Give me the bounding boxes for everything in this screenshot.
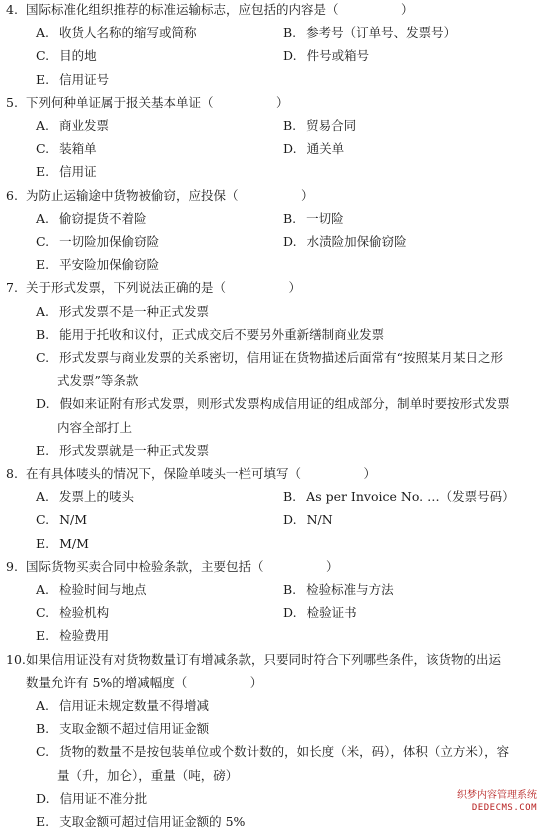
option-text: 件号或箱号 — [306, 48, 370, 64]
option-text-continuation: 量（升，加仑），重量（吨，磅） — [57, 767, 239, 783]
option-row — [0, 139, 535, 158]
option-text: 假如来证附有形式发票，则形式发票构成信用证的组成部分，制单时要按形式发票 — [59, 396, 510, 412]
option-key: A. — [36, 210, 50, 226]
question-number: 7. — [6, 280, 18, 296]
option-key: E. — [36, 814, 50, 829]
option-item — [36, 626, 109, 645]
question-number: 4. — [6, 2, 18, 17]
option-key: D. — [36, 396, 50, 412]
option-item — [36, 325, 384, 344]
option-line — [0, 742, 535, 761]
option-text-continuation: 内容全部打上 — [57, 419, 133, 435]
option-text: 形式发票不是一种正式发票 — [59, 303, 210, 319]
option-item — [36, 70, 109, 89]
option-text: 发票上的唛头 — [59, 489, 135, 505]
option-row — [0, 232, 535, 251]
option-key: C. — [36, 605, 50, 621]
option-row — [0, 626, 535, 645]
option-key: E. — [36, 71, 50, 87]
option-text: 检验机构 — [59, 605, 110, 621]
option-line — [0, 719, 535, 738]
option-item — [36, 302, 209, 321]
option-item — [36, 232, 159, 251]
option-item — [36, 441, 209, 460]
option-row — [0, 510, 535, 529]
option-text: 检验时间与地点 — [59, 582, 147, 597]
option-key: B. — [36, 721, 50, 737]
option-key: A. — [36, 582, 50, 597]
option-item — [36, 487, 134, 506]
question-number: 6. — [6, 187, 18, 203]
watermark-logo — [417, 789, 537, 815]
question-stem-line — [0, 93, 535, 112]
option-item — [283, 23, 456, 42]
option-key: B. — [283, 25, 297, 41]
option-text: 收货人名称的缩写或简称 — [59, 25, 197, 41]
watermark-url: DEDECMS.COM — [471, 803, 537, 813]
option-key: B. — [283, 210, 297, 226]
option-row — [0, 534, 535, 553]
option-text: 支取金额可超过信用证金额的 5% — [59, 814, 246, 829]
option-text: 形式发票就是一种正式发票 — [59, 442, 210, 458]
option-key: E. — [36, 257, 50, 273]
option-key: B. — [283, 582, 297, 597]
option-text: 检验证书 — [306, 605, 357, 621]
option-item — [36, 812, 245, 831]
option-text: 信用证 — [59, 164, 97, 180]
option-key: C. — [36, 141, 50, 157]
question-stem-line — [0, 0, 535, 19]
question-stem-text: 在有具体唛头的情况下，保险单唛头一栏可填写（ ） — [26, 466, 377, 481]
option-key: A. — [36, 118, 50, 133]
option-text: 货物的数量不是按包装单位或个数计数的，如长度（米，码），体积（立方米），容 — [59, 744, 510, 760]
option-item — [36, 209, 147, 228]
option-key: C. — [36, 512, 50, 528]
option-key: D. — [283, 234, 297, 249]
option-key: B. — [283, 489, 297, 505]
option-text: 商业发票 — [59, 118, 110, 133]
option-line — [0, 302, 535, 321]
question-stem-line — [0, 186, 535, 205]
option-text: 水渍险加保偷窃险 — [306, 234, 407, 249]
option-item — [283, 209, 344, 228]
option-item — [36, 23, 197, 42]
option-item — [283, 510, 333, 529]
option-row — [0, 603, 535, 622]
question-stem-line — [0, 464, 535, 483]
question-stem-text: 如果信用证没有对货物数量订有增减条款，只要同时符合下列哪些条件，该货物的出运 — [26, 651, 502, 667]
question-stem-line — [0, 650, 535, 669]
option-item — [36, 394, 510, 413]
question-stem-text: 关于形式发票，下列说法正确的是（ ） — [26, 280, 302, 296]
option-row — [0, 70, 535, 89]
option-key: A. — [36, 25, 50, 41]
question-number: 5. — [6, 94, 18, 110]
question-number: 9. — [6, 558, 18, 574]
option-item — [36, 116, 109, 135]
option-text: 贸易合同 — [306, 118, 357, 133]
option-text: 通关单 — [306, 141, 345, 157]
option-item — [283, 487, 515, 506]
option-row — [0, 116, 535, 135]
option-text: M/M — [59, 535, 89, 551]
question-stem-line — [0, 557, 535, 576]
option-row — [0, 23, 535, 42]
option-line — [0, 394, 535, 413]
option-item — [36, 534, 89, 553]
option-item — [36, 46, 97, 65]
option-item — [283, 46, 369, 65]
option-line — [0, 441, 535, 460]
option-text: 信用证未规定数量不得增减 — [59, 698, 210, 713]
question-stem-line — [0, 278, 535, 297]
watermark-brand: 织梦内容管理系统 — [457, 790, 537, 801]
question-number: 10. — [6, 651, 26, 667]
option-item — [36, 255, 159, 274]
option-item — [283, 580, 394, 599]
option-key: D. — [283, 512, 297, 528]
option-line — [0, 418, 535, 437]
option-key: E. — [36, 164, 50, 180]
option-line — [0, 325, 535, 344]
option-key: A. — [36, 698, 50, 713]
option-item — [36, 139, 97, 158]
option-row — [0, 209, 535, 228]
option-item — [36, 696, 209, 715]
question-stem-text: 国际标准化组织推荐的标准运输标志，应包括的内容是（ ） — [26, 2, 414, 17]
option-item — [36, 348, 503, 367]
option-row — [0, 487, 535, 506]
option-key: D. — [283, 141, 297, 157]
option-key: A. — [36, 489, 50, 505]
question-stem-line — [0, 673, 535, 692]
option-key: C. — [36, 234, 50, 249]
option-row — [0, 46, 535, 65]
question-number: 8. — [6, 466, 18, 481]
option-key: D. — [283, 605, 297, 621]
question-stem-text: 数量允许有 5%的增减幅度（ ） — [26, 674, 263, 690]
option-item — [36, 580, 147, 599]
option-text: 形式发票与商业发票的关系密切，信用证在货物描述后面常有“按照某月某日之形 — [59, 350, 503, 365]
option-text: 信用证号 — [59, 71, 110, 87]
option-line — [0, 696, 535, 715]
option-item — [36, 789, 147, 808]
option-key: C. — [36, 744, 50, 760]
option-row — [0, 162, 535, 181]
option-key: C. — [36, 48, 50, 64]
option-text: 装箱单 — [59, 141, 97, 157]
option-text: 偷窃提货不着险 — [59, 210, 147, 226]
option-item — [36, 719, 209, 738]
option-item — [283, 603, 357, 622]
option-item — [36, 162, 97, 181]
option-item — [36, 742, 509, 761]
option-text: 检验标准与方法 — [306, 582, 394, 597]
option-text: 一切险加保偷窃险 — [59, 234, 160, 249]
question-stem-text: 为防止运输途中货物被偷窃，应投保（ ） — [26, 187, 314, 203]
option-line — [0, 371, 535, 390]
option-text-continuation: 式发票”等条款 — [57, 373, 139, 389]
option-text: 一切险 — [306, 210, 344, 226]
option-item — [283, 232, 407, 251]
option-item — [283, 139, 344, 158]
option-key: C. — [36, 350, 50, 365]
question-stem-text: 国际货物买卖合同中检验条款，主要包括（ ） — [26, 558, 339, 574]
option-text: 信用证不准分批 — [59, 790, 148, 806]
option-text: 目的地 — [59, 48, 97, 64]
option-key: E. — [36, 535, 50, 551]
option-text: 平安险加保偷窃险 — [59, 257, 160, 273]
option-text: As per Invoice No. …（发票号码） — [306, 489, 515, 505]
option-key: B. — [36, 326, 50, 342]
option-key: B. — [283, 118, 297, 133]
option-item — [36, 603, 109, 622]
option-item — [36, 510, 87, 529]
option-text: 能用于托收和议付，正式成交后不要另外重新缮制商业发票 — [59, 326, 385, 342]
option-key: E. — [36, 442, 50, 458]
option-item — [283, 116, 356, 135]
option-text: 参考号（订单号、发票号） — [306, 25, 457, 41]
option-row — [0, 580, 535, 599]
option-row — [0, 255, 535, 274]
option-key: E. — [36, 628, 50, 644]
question-stem-text: 下列何种单证属于报关基本单证（ ） — [26, 94, 289, 110]
option-key: D. — [36, 790, 50, 806]
option-key: D. — [283, 48, 297, 64]
option-text: N/M — [59, 512, 88, 528]
option-line — [0, 766, 535, 785]
option-line — [0, 348, 535, 367]
option-key: A. — [36, 303, 50, 319]
option-text: N/N — [306, 512, 333, 528]
option-text: 支取金额不超过信用证金额 — [59, 721, 210, 737]
option-text: 检验费用 — [59, 628, 110, 644]
